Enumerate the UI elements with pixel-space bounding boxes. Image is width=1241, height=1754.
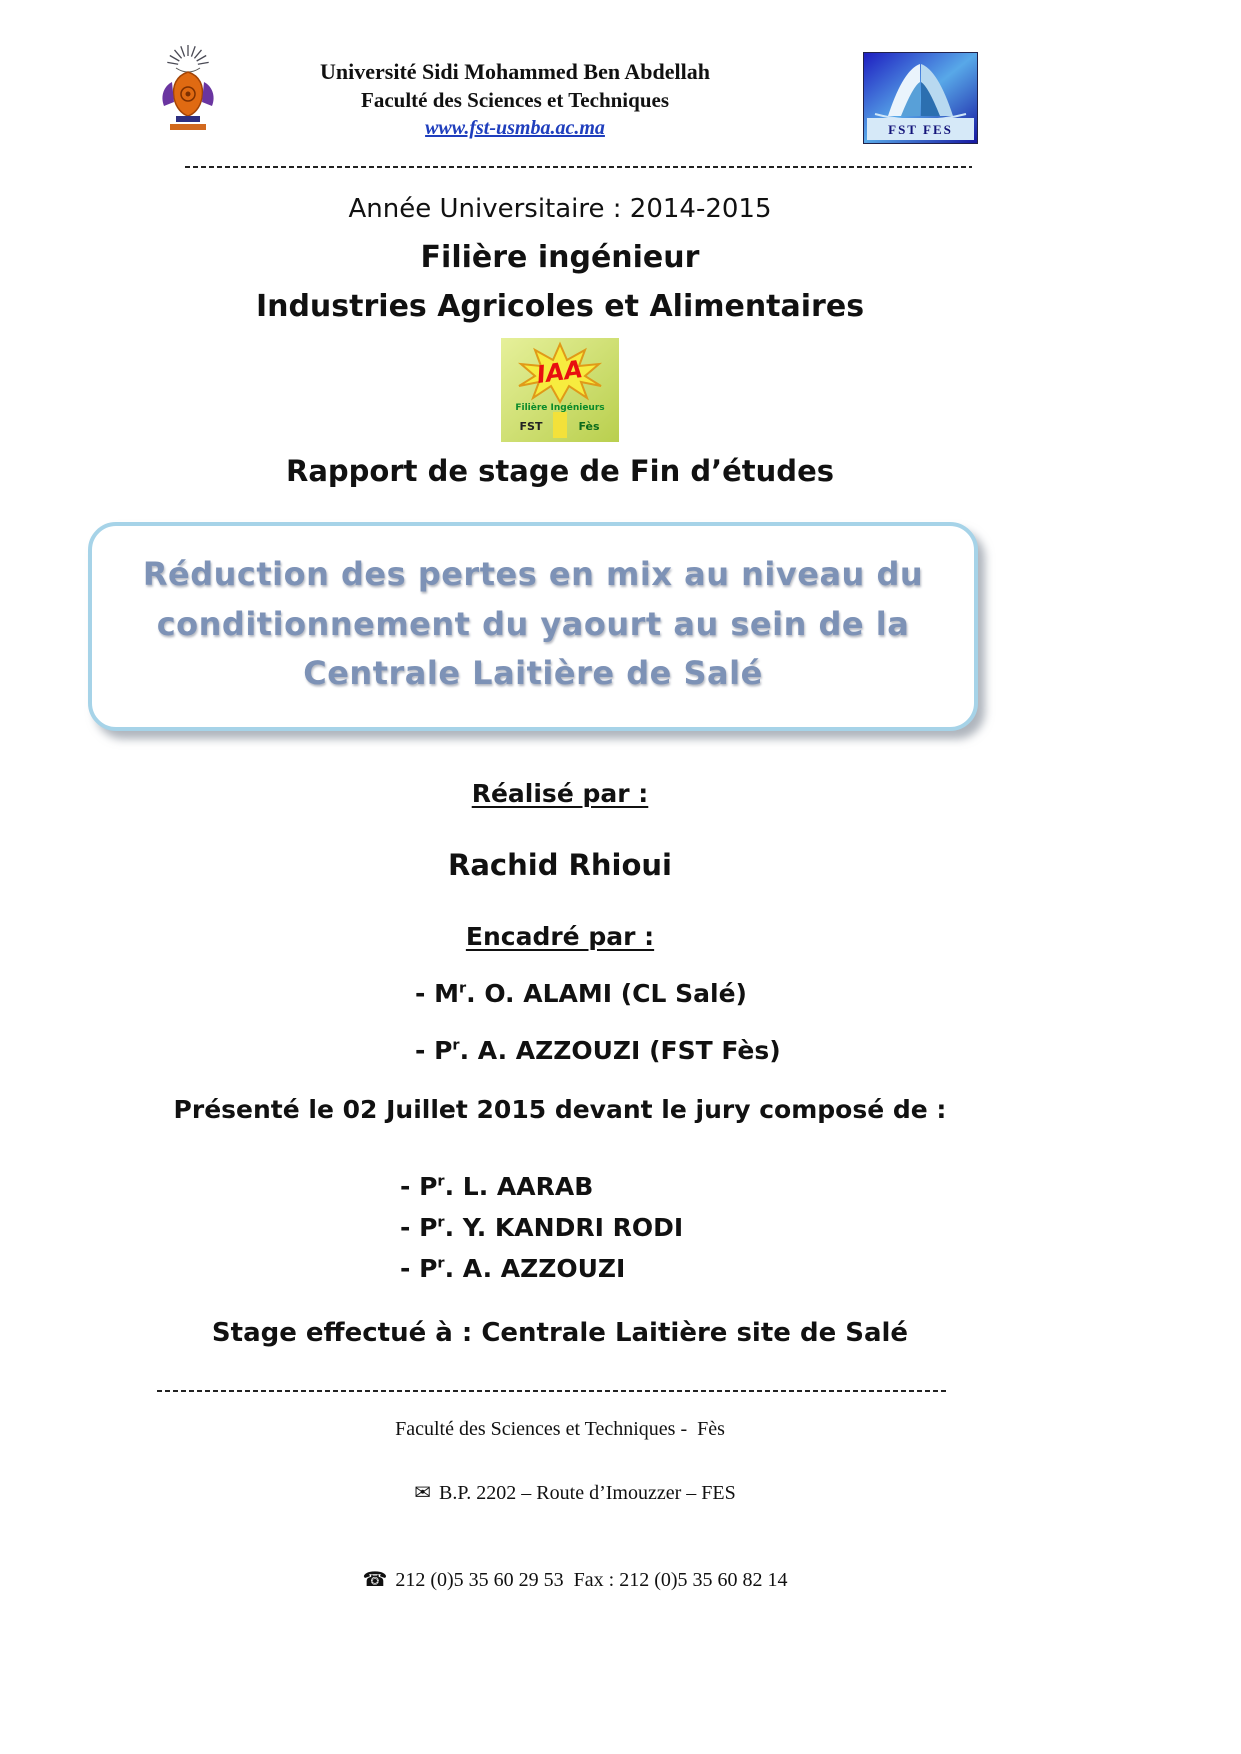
separator-top [185,166,972,168]
mail-icon: ✉ [414,1481,432,1504]
iaa-acronym: IAA [534,354,585,390]
jury-line: - $P^r$. A. AZZOUZI [400,1254,626,1284]
footer-phone: 212 (0)5 35 60 29 53 Fax : 212 (0)5 35 60 82 14 [395,1568,788,1591]
supervisor-line: - $M^r$. O. ALAMI (CL Salé) [415,978,747,1008]
encadre-par-label: Encadré par : [465,921,655,951]
footer-address-line [85,1457,1035,1528]
footer-address: B.P. 2202 – Route d’Imouzzer – FES [439,1481,736,1504]
website-link[interactable]: www.fst-usmba.ac.ma [425,116,605,139]
jury-intro: Présenté le 02 Juillet 2015 devant le jury composé de : [173,1094,947,1124]
stage-location: Stage effectué à : Centrale Laitière site de Salé [211,1317,909,1348]
supervisors-list [85,979,1035,1065]
fst-fes-logo [863,52,978,144]
university-name: Université Sidi Mohammed Ben Abdellah [320,59,710,84]
program-line-1: Filière ingénieur [420,240,700,275]
program-line-2: Industries Agricoles et Alimentaires [255,289,865,324]
footer-faculty: Faculté des Sciences et Techniques - Fès [395,1417,725,1440]
title-line-2: conditionnement du yaourt au sein de la [156,604,910,643]
iaa-fst-label: FST [519,420,543,433]
university-logo [148,42,228,138]
iaa-caption: Filière Ingénieurs [515,403,605,413]
supervisor-line: - $P^r$. A. AZZOUZI (FST Fès) [415,1035,781,1065]
title-line-1: Réduction des pertes en mix au niveau du [142,555,924,593]
footer [85,1418,1035,1615]
jury-line: - $P^r$. L. AARAB [400,1171,594,1201]
faculty-name: Faculté des Sciences et Techniques [361,87,669,112]
separator-bottom [157,1390,947,1392]
iaa-fes-label: Fès [578,420,600,433]
jury-list [85,1166,1035,1290]
realise-par-label: Réalisé par : [471,778,649,808]
iaa-logo [85,338,1035,446]
title-box [88,522,978,731]
jury-line: - $P^r$. Y. KANDRI RODI [400,1213,684,1243]
academic-year: Année Universitaire : 2014-2015 [348,194,772,224]
main-content [85,194,1035,1348]
footer-phone-line [85,1544,1035,1615]
fst-fes-logo-label: FST FES [888,122,953,137]
header-text [255,58,775,140]
phone-icon: ☎ [362,1568,388,1591]
report-type: Rapport de stage de Fin d’études [286,454,834,488]
header [0,42,1241,156]
author-name: Rachid Rhioui [448,847,672,882]
title-line-3: Centrale Laitière de Salé [303,654,763,693]
